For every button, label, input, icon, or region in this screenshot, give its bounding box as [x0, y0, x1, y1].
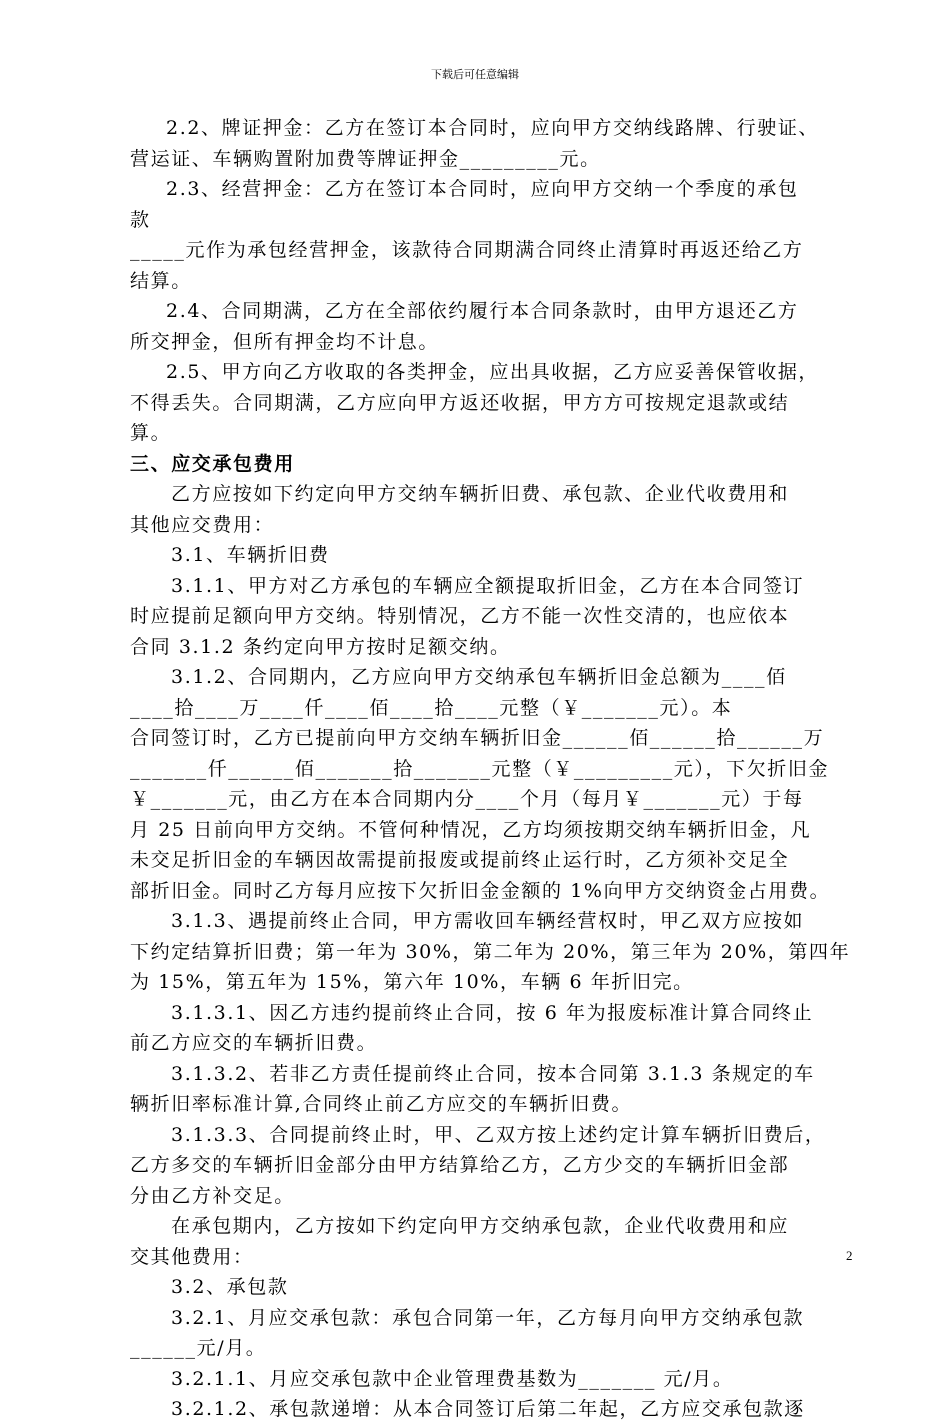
text-line: 3.2.1.1、月应交承包款中企业管理费基数为_______ 元/月。	[171, 1367, 734, 1390]
text-line: 3.1.2、合同期内，乙方应向甲方交纳承包车辆折旧金总额为____佰	[171, 666, 787, 688]
text-line: 3.2、承包款	[171, 1276, 289, 1298]
text-line: ______元/月。	[130, 1337, 267, 1359]
text-line: 结算。	[130, 269, 192, 292]
text-line: 2.2、牌证押金：乙方在签订本合同时，应向甲方交纳线路牌、行驶证、	[166, 117, 820, 139]
text-line: 3.1.3.1、因乙方违约提前终止合同，按 6 年为报废标准计算合同终止	[171, 1001, 814, 1024]
text-line: 在承包期内，乙方按如下约定向甲方交纳承包款，企业代收费用和应	[171, 1215, 790, 1237]
text-line: 算。	[130, 422, 172, 444]
text-line: 月 25 日前向甲方交纳。不管何种情况，乙方均须按期交纳车辆折旧金，凡	[130, 818, 812, 841]
text-line: 前乙方应交的车辆折旧费。	[130, 1032, 378, 1054]
text-line: 2.5、甲方向乙方收取的各类押金，应出具收据，乙方应妥善保管收据，	[166, 361, 820, 383]
text-line: 3.1.3、遇提前终止合同，甲方需收回车辆经营权时，甲乙双方应按如	[171, 910, 805, 932]
text-line: 未交足折旧金的车辆因故需提前报废或提前终止运行时，乙方须补交足全	[130, 849, 790, 871]
text-line: 辆折旧率标准计算,合同终止前乙方应交的车辆折旧费。	[130, 1093, 633, 1115]
section-heading: 三、应交承包费用	[130, 452, 295, 475]
text-line: 部折旧金。同时乙方每月应按下欠折旧金金额的 1%向甲方交纳资金占用费。	[130, 879, 831, 902]
text-line: 3.1、车辆折旧费	[171, 544, 330, 566]
text-line: 3.2.1、月应交承包款：承包合同第一年，乙方每月向甲方交纳承包款	[171, 1306, 805, 1329]
text-line: 2.3、经营押金：乙方在签订本合同时，应向甲方交纳一个季度的承包	[166, 178, 799, 200]
text-line: 款	[130, 208, 151, 231]
text-line: 乙方多交的车辆折旧金部分由甲方结算给乙方，乙方少交的车辆折旧金部	[130, 1154, 790, 1176]
text-line: ￥_______元，由乙方在本合同期内分____个月（每月￥_______元）于每	[130, 788, 804, 810]
text-line: ____拾____万____仟____佰____拾____元整（￥_______元）。本	[130, 696, 733, 719]
text-line: _____元作为承包经营押金，该款待合同期满合同终止清算时再返还给乙方	[130, 239, 804, 261]
text-line: _______仟______佰_______拾_______元整（￥_________元），下欠折旧金	[130, 757, 830, 780]
text-line: 3.1.1、甲方对乙方承包的车辆应全额提取折旧金，乙方在本合同签订	[171, 574, 805, 597]
text-line: 所交押金，但所有押金均不计息。	[130, 330, 440, 353]
text-line: 合同签订时，乙方已提前向甲方交纳车辆折旧金______佰______拾______万	[130, 727, 825, 749]
text-line: 3.2.1.2、承包款递增：从本合同签订后第二年起，乙方应交承包款逐	[171, 1398, 805, 1420]
text-line: 下约定结算折旧费；第一年为 30%，第二年为 20%，第三年为 20%，第四年	[130, 940, 851, 963]
text-line: 其他应交费用：	[130, 513, 275, 536]
text-line: 不得丢失。合同期满，乙方应向甲方返还收据，甲方方可按规定退款或结	[130, 391, 790, 414]
text-line: 3.1.3.2、若非乙方责任提前终止合同，按本合同第 3.1.3 条规定的车	[171, 1062, 815, 1085]
text-line: 时应提前足额向甲方交纳。特别情况，乙方不能一次性交清的，也应依本	[130, 605, 790, 627]
document-body	[130, 113, 851, 1425]
text-line: 合同 3.1.2 条约定向甲方按时足额交纳。	[130, 635, 511, 658]
text-line: 分由乙方补交足。	[130, 1184, 295, 1207]
text-line: 交其他费用：	[130, 1245, 254, 1268]
text-line: 营运证、车辆购置附加费等牌证押金_________元。	[130, 147, 601, 170]
text-line: 3.1.3.3、合同提前终止时，甲、乙双方按上述约定计算车辆折旧费后，	[171, 1123, 826, 1146]
text-line: 乙方应按如下约定向甲方交纳车辆折旧费、承包款、企业代收费用和	[171, 483, 790, 505]
text-line: 2.4、合同期满，乙方在全部依约履行本合同条款时，由甲方退还乙方	[166, 300, 799, 322]
page-number: 2	[846, 1248, 853, 1263]
text-line: 为 15%，第五年为 15%，第六年 10%，车辆 6 年折旧完。	[130, 971, 694, 993]
page-header: 下载后可任意编辑	[431, 68, 519, 81]
